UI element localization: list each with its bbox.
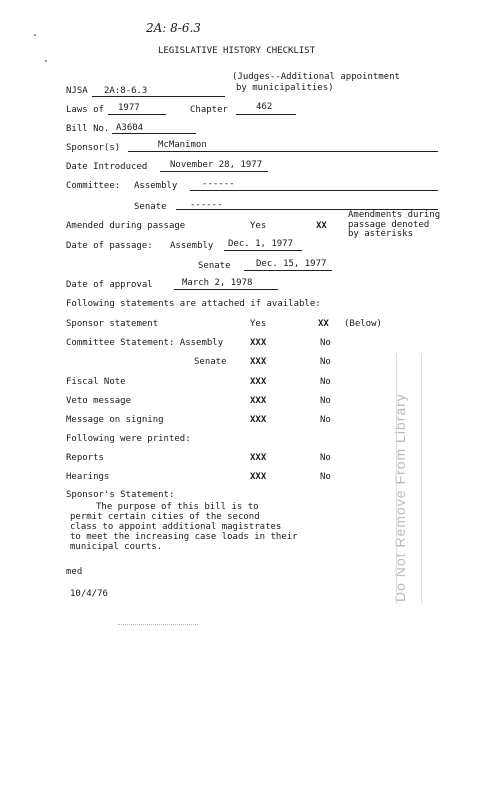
statement-note: (Below) [344, 319, 382, 329]
statement-label: Senate [194, 357, 227, 367]
passage-senate-value: Dec. 15, 1977 [256, 259, 327, 269]
amended-mark: XX [316, 221, 327, 231]
printed-yes: XXX [250, 453, 267, 463]
sponsor-label: Sponsor(s) [66, 143, 121, 153]
sponsor-value: McManimon [158, 140, 207, 150]
statement-label: Message on signing [66, 415, 164, 425]
sponsor-underline [128, 151, 438, 152]
statement-label: Committee Statement: Assembly [66, 338, 224, 348]
laws-underline [108, 114, 166, 115]
chapter-value: 462 [256, 102, 273, 112]
printed-no: No [320, 453, 331, 463]
initials: med [66, 567, 83, 577]
printed-label: Hearings [66, 472, 110, 482]
amended-note-line2: passage denoted [348, 220, 430, 230]
chapter-underline [236, 114, 296, 115]
statement-label: Fiscal Note [66, 377, 126, 387]
page-title: LEGISLATIVE HISTORY CHECKLIST [158, 46, 316, 56]
sponsor-statement-line: The purpose of this bill is to [96, 502, 259, 512]
passage-senate-underline [244, 270, 332, 271]
statement-label: Veto message [66, 396, 132, 406]
introduced-value: November 28, 1977 [170, 160, 263, 170]
passage-assembly-value: Dec. 1, 1977 [228, 239, 294, 249]
statement-no: No [320, 357, 331, 367]
stamp-frame [396, 354, 422, 604]
statement-label: Sponsor statement [66, 319, 159, 329]
committee-assembly-label: Assembly [134, 181, 178, 191]
laws-label: Laws of [66, 105, 104, 115]
chapter-label: Chapter [190, 105, 228, 115]
amended-label: Amended during passage [66, 221, 186, 231]
following-printed-heading: Following were printed: [66, 434, 191, 444]
sponsor-statement-line: class to appoint additional magistrates [70, 522, 282, 532]
njsa-value: 2A:8-6.3 [104, 86, 148, 96]
passage-senate-label: Senate [198, 261, 231, 271]
statement-no: XX [318, 319, 329, 329]
njsa-underline [92, 96, 225, 97]
statement-no: No [320, 377, 331, 387]
handwritten-reference: 2A: 8-6.3 [146, 21, 201, 35]
bill-value: A3604 [116, 123, 144, 133]
statement-yes: XXX [250, 338, 267, 348]
speck [45, 60, 47, 62]
njsa-label: NJSA [66, 86, 88, 96]
passage-assembly-label: Assembly [170, 241, 214, 251]
committee-label: Committee: [66, 181, 121, 191]
approval-underline [174, 289, 278, 290]
njsa-note-line2: by municipalities) [236, 83, 334, 93]
sponsor-statement-label: Sponsor's Statement: [66, 490, 175, 500]
approval-label: Date of approval [66, 280, 153, 290]
speck [34, 34, 36, 36]
statement-yes: XXX [250, 377, 267, 387]
printed-no: No [320, 472, 331, 482]
following-attached-heading: Following statements are attached if available: [66, 299, 321, 309]
sponsor-statement-line: permit certain cities of the second [70, 512, 260, 522]
passage-label: Date of passage: [66, 241, 153, 251]
committee-assembly-underline [190, 190, 438, 191]
committee-senate-value: ------ [190, 200, 223, 210]
introduced-label: Date Introduced [66, 162, 148, 172]
printed-label: Reports [66, 453, 104, 463]
amended-note-line3: by asterisks [348, 229, 414, 239]
amended-note-line1: Amendments during [348, 210, 441, 220]
laws-year: 1977 [118, 103, 140, 113]
committee-senate-label: Senate [134, 202, 167, 212]
statement-yes: XXX [250, 396, 267, 406]
bill-label: Bill No. [66, 124, 110, 134]
printed-yes: XXX [250, 472, 267, 482]
sponsor-statement-line: municipal courts. [70, 542, 163, 552]
statement-no: No [320, 415, 331, 425]
statement-no: No [320, 396, 331, 406]
approval-value: March 2, 1978 [182, 278, 253, 288]
njsa-note-line1: (Judges--Additional appointment [232, 72, 400, 82]
committee-assembly-value: ------ [202, 179, 235, 189]
amended-yes: Yes [250, 221, 267, 231]
statement-yes: XXX [250, 415, 267, 425]
scan-smudge [118, 624, 198, 628]
library-stamp: Do Not Remove From Library [392, 393, 408, 602]
statement-yes: Yes [250, 319, 267, 329]
passage-assembly-underline [224, 250, 302, 251]
statement-no: No [320, 338, 331, 348]
statement-yes: XXX [250, 357, 267, 367]
sponsor-statement-line: to meet the increasing case loads in their [70, 532, 298, 542]
bill-underline [112, 133, 196, 134]
introduced-underline [160, 171, 268, 172]
document-date: 10/4/76 [70, 589, 108, 599]
